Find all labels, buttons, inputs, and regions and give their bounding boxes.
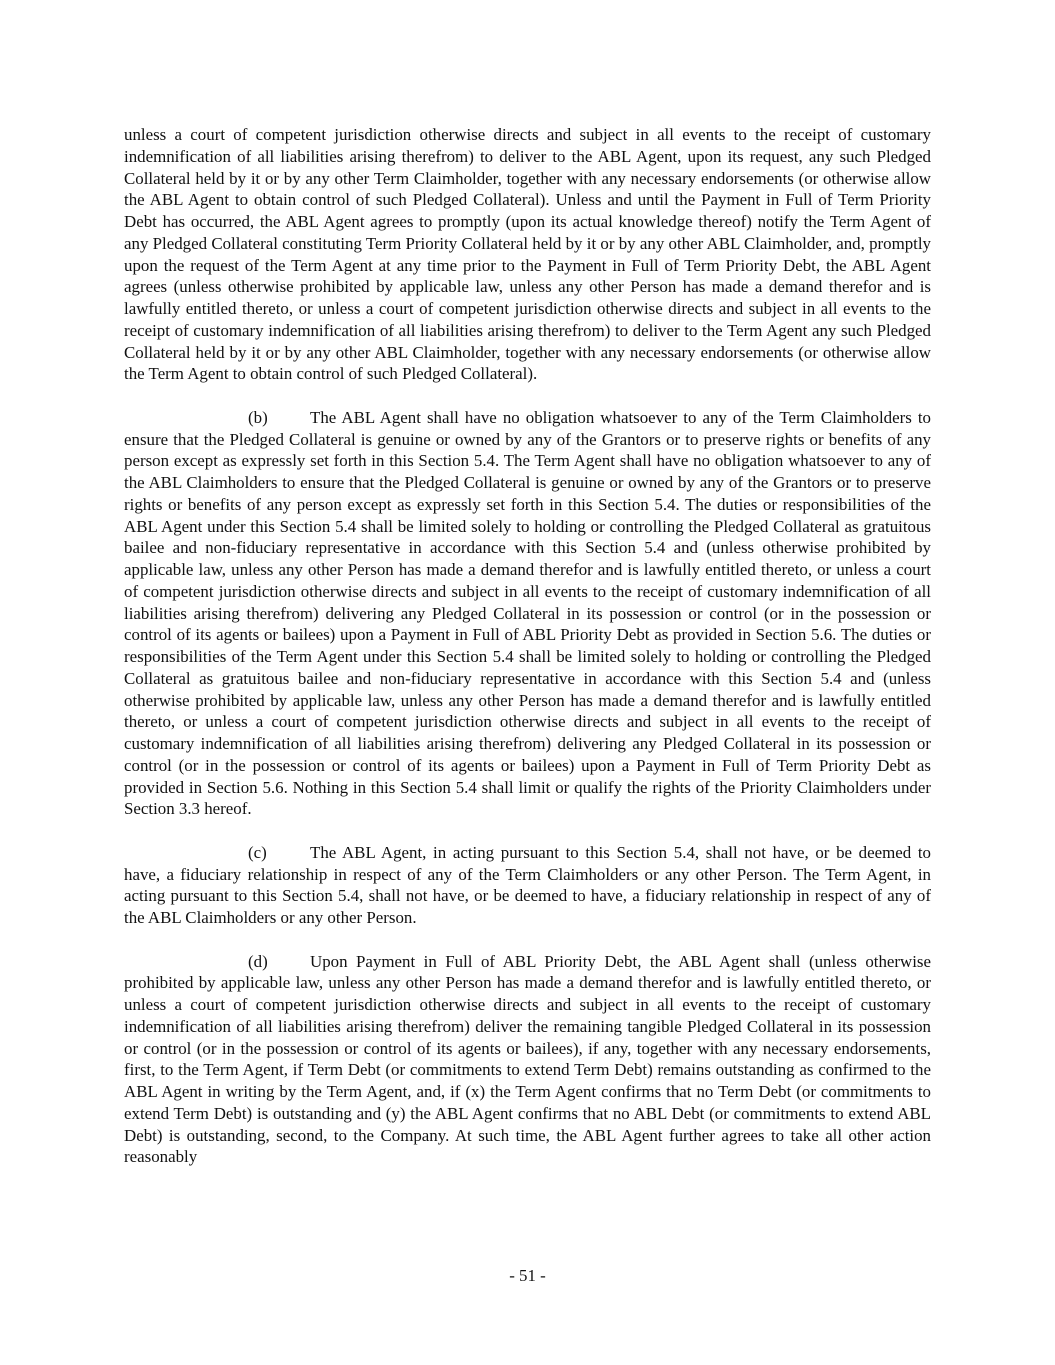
paragraph-c-label: (c): [248, 842, 267, 862]
paragraph-c-text: The ABL Agent, in acting pursuant to this Section 5.4, shall not have, or be deemed to have, a fiduciary relationship in respect of any of the Term Claimholders or any other Person. The Term Agent, in acting pursuant to this Section 5.4, shall not have, or be deemed to have, a fiduciary relationship in respect of any of the ABL Claimholders or any other Person.: [124, 842, 931, 927]
paragraph-d-label: (d): [248, 951, 268, 971]
paragraph-c: [124, 842, 931, 929]
paragraph-continuation: unless a court of competent jurisdiction otherwise directs and subject in all events to the receipt of customary indemnification of all liabilities arising therefrom) to deliver to the ABL Agent, upon its request, any such Pledged Collateral held by it or by any other Term Claimholder, together with any necessary endorsements (or otherwise allow the ABL Agent to obtain control of such Pledged Collateral). Unless and until the Payment in Full of Term Priority Debt has occurred, the ABL Agent agrees to promptly (upon its actual knowledge thereof) notify the Term Agent of any Pledged Collateral constituting Term Priority Collateral held by it or by any other ABL Claimholder, and, promptly upon the request of the Term Agent at any time prior to the Payment in Full of Term Priority Debt, the ABL Agent agrees (unless otherwise prohibited by applicable law, unless any other Person has made a demand therefor and is lawfully entitled thereto, or unless a court of competent jurisdiction otherwise directs and subject in all events to the receipt of customary indemnification of all liabilities arising therefrom) to deliver to the Term Agent any such Pledged Collateral held by it or by any other ABL Claimholder, together with any necessary endorsements (or otherwise allow the Term Agent to obtain control of such Pledged Collateral).: [124, 125, 931, 384]
paragraph-d-text: Upon Payment in Full of ABL Priority Debt, the ABL Agent shall (unless otherwise prohibited by applicable law, unless any other Person has made a demand therefor and is lawfully entitled thereto, or unless a court of competent jurisdiction otherwise directs and subject in all events to the receipt of customary indemnification of all liabilities arising therefrom) deliver the remaining tangible Pledged Collateral in its possession or control (or in the possession or control of its agents or bailees), if any, together with any necessary endorsements, first, to the Term Agent, if Term Debt (or commitments to extend Term Debt) remains outstanding as confirmed to the ABL Agent in writing by the Term Agent, and, if (x) the Term Agent confirms that no Term Debt (or commitments to extend Term Debt) is outstanding and (y) the ABL Agent confirms that no ABL Debt (or commitments to extend ABL Debt) is outstanding, second, to the Company. At such time, the ABL Agent further agrees to take all other action reasonably: [124, 951, 931, 1167]
paragraph-b-label: (b): [248, 407, 268, 427]
document-page: [124, 124, 931, 1190]
paragraph-b: [124, 407, 931, 820]
page-number: - 51 -: [509, 1266, 546, 1285]
paragraph-d: [124, 951, 931, 1169]
paragraph-b-text: The ABL Agent shall have no obligation whatsoever to any of the Term Claimholders to ensure that the Pledged Collateral is genuine or owned by any of the Grantors or to preserve rights or benefits of any person except as expressly set forth in this Section 5.4. The Term Agent shall have no obligation whatsoever to any of the ABL Claimholders to ensure that the Pledged Collateral is genuine or owned by any of the Grantors or to preserve rights or benefits of any person except as expressly set forth in this Section 5.4. The duties or responsibilities of the ABL Agent under this Section 5.4 shall be limited solely to holding or controlling the Pledged Collateral as gratuitous bailee and non-fiduciary representative in accordance with this Section 5.4 and (unless otherwise prohibited by applicable law, unless any other Person has made a demand therefor and is lawfully entitled thereto, or unless a court of competent jurisdiction otherwise directs and subject in all events to the receipt of customary indemnification of all liabilities arising therefrom) delivering any Pledged Collateral in its possession or control (or in the possession or control of its agents or bailees) upon a Payment in Full of ABL Priority Debt as provided in Section 5.6. The duties or responsibilities of the Term Agent under this Section 5.4 shall be limited solely to holding or controlling the Pledged Collateral as gratuitous bailee and non-fiduciary representative in accordance with this Section 5.4 and (unless otherwise prohibited by applicable law, unless any other Person has made a demand therefor and is lawfully entitled thereto, or unless a court of competent jurisdiction otherwise directs and subject in all events to the receipt of customary indemnification of all liabilities arising therefrom) delivering any Pledged Collateral in its possession or control (or in the possession or control of its agents or bailees) upon a Payment in Full of Term Priority Debt as provided in Section 5.6. Nothing in this Section 5.4 shall limit or qualify the rights of the Priority Claimholders under Section 3.3 hereof.: [124, 407, 931, 819]
